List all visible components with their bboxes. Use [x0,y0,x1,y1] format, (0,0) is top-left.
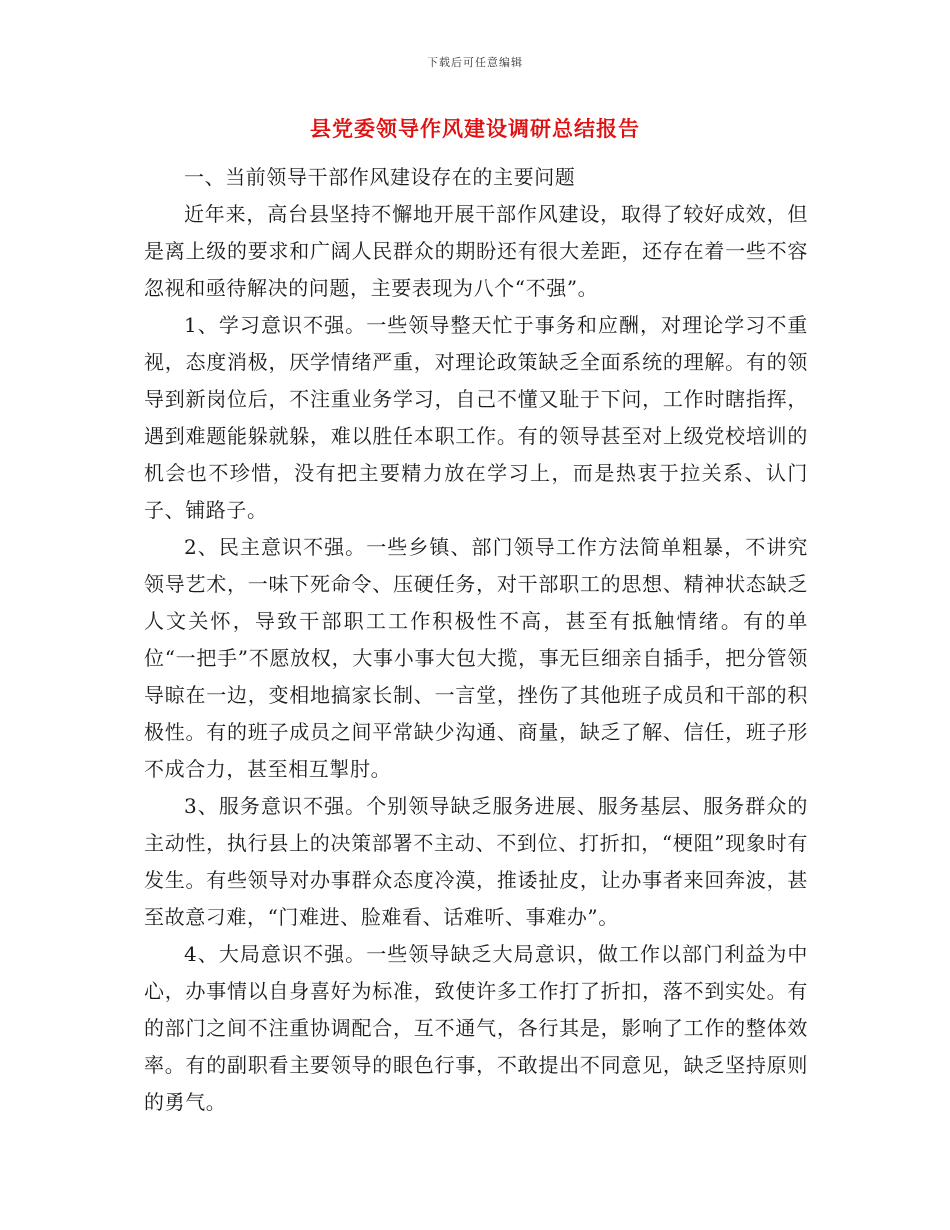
header-note: 下载后可任意编辑 [427,56,523,69]
paragraph-service: 3、服务意识不强。个别领导缺乏服务进展、服务基层、服务群众的主动性，执行县上的决策部署不主动、不到位、打折扣，“梗阻”现象时有发生。有些领导对办事群众态度冷漠，推诿扯皮，让办事者来回奔波，甚至故意刁难，“门难进、脸难看、话难听、事难办”。 [144,794,808,929]
paragraph-democracy: 2、民主意识不强。一些乡镇、部门领导工作方法简单粗暴，不讲究领导艺术，一味下死命令、压硬任务，对干部职工的思想、精神状态缺乏人文关怀，导致干部职工工作积极性不高，甚至有抵触情绪。有的单位“一把手”不愿放权，大事小事大包大揽，事无巨细亲自插手，把分管领导晾在一边，变相地搞家长制、一言堂，挫伤了其他班子成员和干部的积极性。有的班子成员之间平常缺少沟通、商量，缺乏了解、信任，班子形不成合力，甚至相互掣肘。 [144,535,808,781]
document-body [144,159,808,1121]
paragraph-overall: 4、大局意识不强。一些领导缺乏大局意识，做工作以部门利益为中心，办事情以自身喜好为标准，致使许多工作打了折扣，落不到实处。有的部门之间不注重协调配合，互不通气，各行其是，影响了工作的整体效率。有的副职看主要领导的眼色行事，不敢提出不同意见，缺乏坚持原则的勇气。 [144,942,808,1114]
document-title: 县党委领导作风建设调研总结报告 [310,117,640,141]
section-heading: 一、当前领导干部作风建设存在的主要问题 [184,165,576,189]
paragraph-study: 1、学习意识不强。一些领导整天忙于事务和应酬，对理论学习不重视，态度消极，厌学情绪严重，对理论政策缺乏全面系统的理解。有的领导到新岗位后，不注重业务学习，自己不懂又耻于下问，工作时瞎指挥，遇到难题能躲就躲，难以胜任本职工作。有的领导甚至对上级党校培训的机会也不珍惜，没有把主要精力放在学习上，而是热衷于拉关系、认门子、铺路子。 [144,313,808,522]
paragraph-intro: 近年来，高台县坚持不懈地开展干部作风建设，取得了较好成效，但是离上级的要求和广阔人民群众的期盼还有很大差距，还存在着一些不容忽视和亟待解决的问题，主要表现为八个“不强”。 [144,202,808,300]
